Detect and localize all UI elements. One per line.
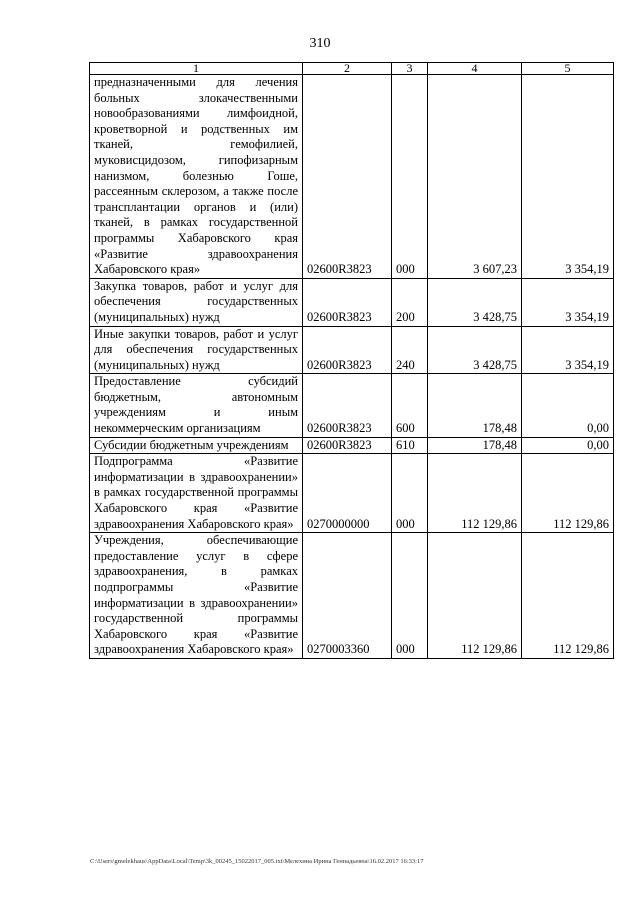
row-code: 02600R3823	[303, 437, 392, 454]
row-name: Субсидии бюджетным учреждениям	[90, 437, 303, 454]
row-amount-2018: 0,00	[522, 437, 614, 454]
row-code: 02600R3823	[303, 374, 392, 437]
row-amount-2017: 178,48	[428, 374, 522, 437]
row-amount-2018: 3 354,19	[522, 326, 614, 374]
row-name: Закупка товаров, работ и услуг для обеспечения государственных (муниципальных) нужд	[90, 278, 303, 326]
table-row	[90, 278, 614, 326]
row-type: 000	[392, 533, 428, 659]
table-header-row	[90, 63, 614, 75]
row-type: 000	[392, 454, 428, 533]
row-amount-2017: 3 428,75	[428, 278, 522, 326]
row-amount-2017: 3 428,75	[428, 326, 522, 374]
column-header-3: 3	[392, 63, 428, 75]
row-type: 000	[392, 75, 428, 279]
budget-table	[89, 62, 614, 659]
row-amount-2017: 112 129,86	[428, 533, 522, 659]
table-row	[90, 454, 614, 533]
row-name: Учреждения, обеспечивающие предоставление услуг в сфере здравоохранения, в рамках подпрограммы «Развитие информатизации в здравоохранении» государственной программы Хабаровского края «Развитие здравоохранения Хабаровского края»	[90, 533, 303, 659]
column-header-4: 4	[428, 63, 522, 75]
row-code: 02600R3823	[303, 75, 392, 279]
row-code: 0270000000	[303, 454, 392, 533]
table-row	[90, 75, 614, 279]
column-header-1: 1	[90, 63, 303, 75]
column-header-2: 2	[303, 63, 392, 75]
row-type: 200	[392, 278, 428, 326]
row-amount-2018: 3 354,19	[522, 278, 614, 326]
row-amount-2017: 112 129,86	[428, 454, 522, 533]
row-name: Иные закупки товаров, работ и услуг для обеспечения государственных (муниципальных) нужд	[90, 326, 303, 374]
row-type: 240	[392, 326, 428, 374]
footer-file-path: C:\Users\gmelekhaus\AppData\Local\Temp\3k_00245_15022017_005.txt\Мелехина Ирина Геннадьевна\16.02.2017 16:33:17	[90, 858, 424, 865]
row-name: Подпрограмма «Развитие информатизации в здравоохранении» в рамках государственной программы Хабаровского края «Развитие здравоохранения Хабаровского края»	[90, 454, 303, 533]
row-code: 02600R3823	[303, 278, 392, 326]
row-type: 610	[392, 437, 428, 454]
row-type: 600	[392, 374, 428, 437]
table-row	[90, 326, 614, 374]
page-number: 310	[309, 36, 331, 51]
row-name: предназначенными для лечения больных злокачественными новообразованиями лимфоидной, кроветворной и родственных им тканей, гемофилией, муковисцидозом, гипофизарным нанизмом, болезнью Гоше, рассеянным склерозом, а также после трансплантации органов и (или) тканей, в рамках государственной программы Хабаровского края «Развитие здравоохранения Хабаровского края»	[90, 75, 303, 279]
row-code: 0270003360	[303, 533, 392, 659]
row-amount-2018: 3 354,19	[522, 75, 614, 279]
row-amount-2018: 0,00	[522, 374, 614, 437]
row-code: 02600R3823	[303, 326, 392, 374]
row-amount-2018: 112 129,86	[522, 533, 614, 659]
row-amount-2018: 112 129,86	[522, 454, 614, 533]
row-amount-2017: 3 607,23	[428, 75, 522, 279]
column-header-5: 5	[522, 63, 614, 75]
table-row	[90, 374, 614, 437]
row-amount-2017: 178,48	[428, 437, 522, 454]
table-row	[90, 437, 614, 454]
row-name: Предоставление субсидий бюджетным, автономным учреждениям и иным некоммерческим организациям	[90, 374, 303, 437]
table-row	[90, 533, 614, 659]
